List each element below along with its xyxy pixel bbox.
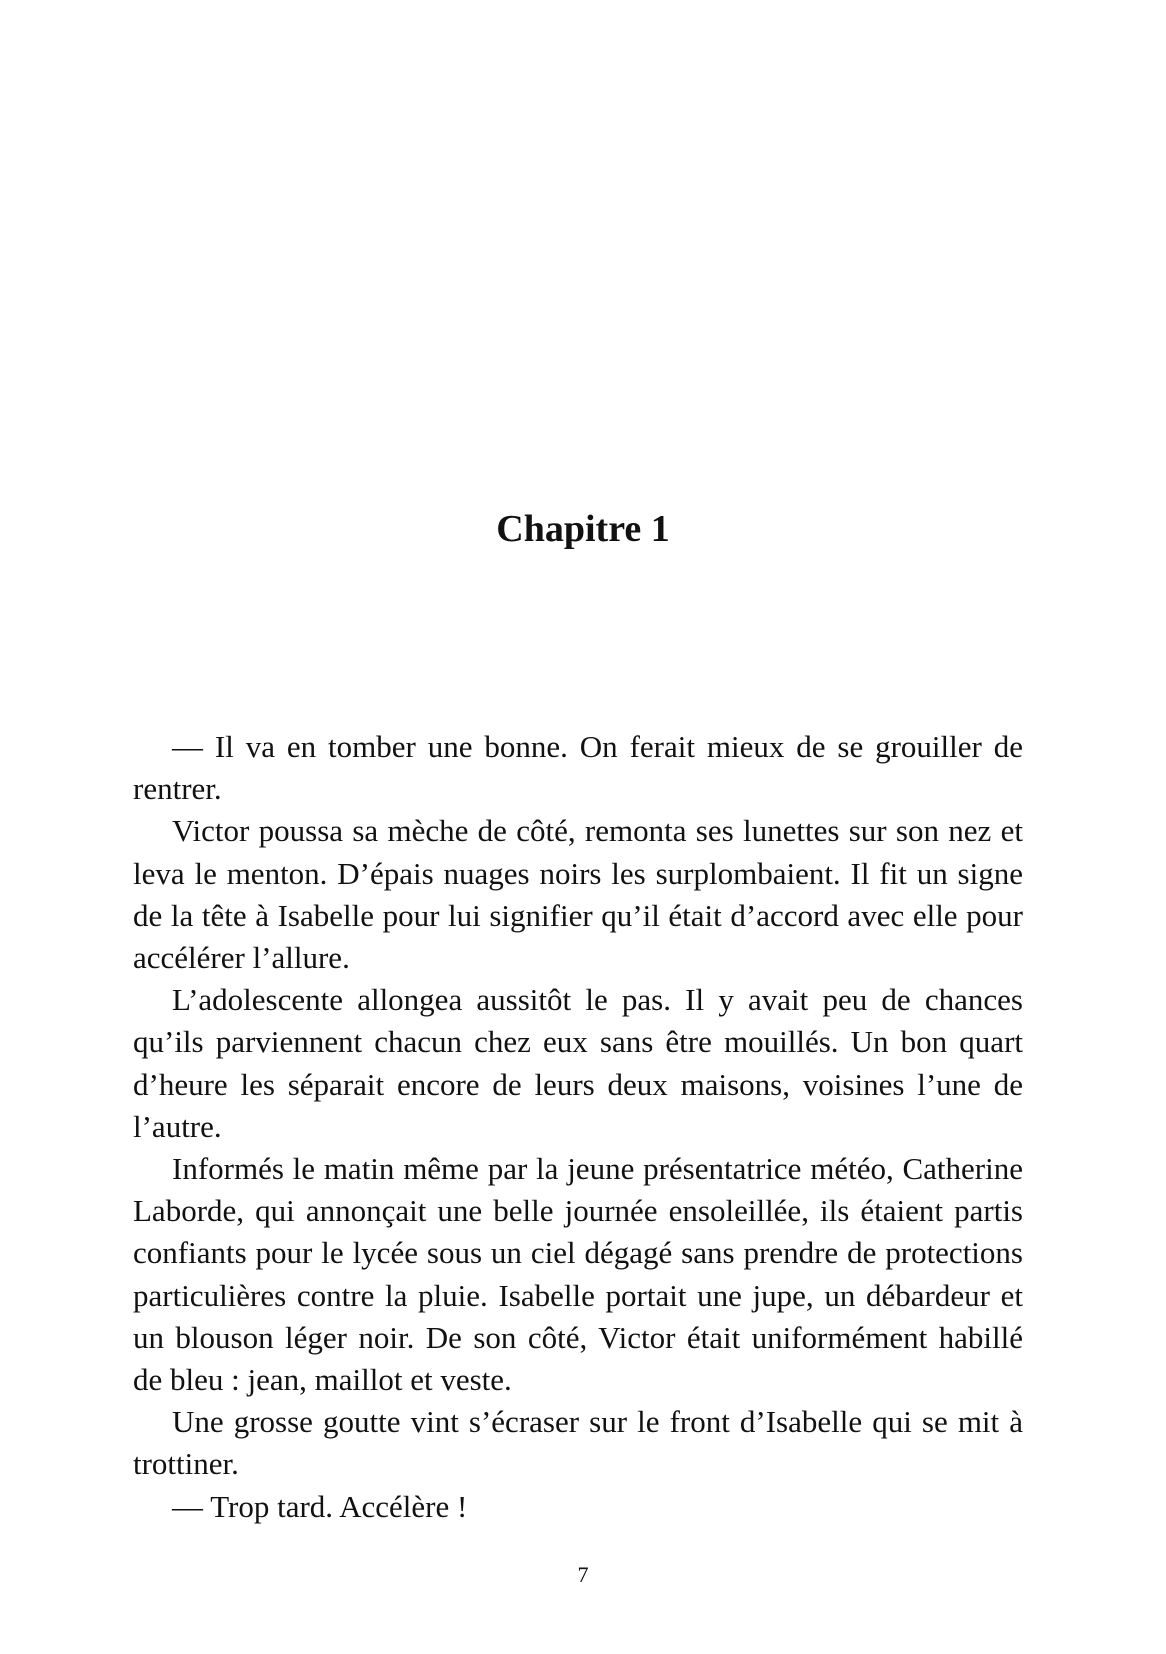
page-number: 7: [577, 1562, 589, 1587]
chapter-body: [133, 726, 1023, 1528]
paragraph: Informés le matin même par la jeune présentatrice météo, Catherine Laborde, qui annonçait une belle journée ensoleillée, ils étaient partis confiants pour le lycée sous un ciel dégagé sans prendre de protections particulières contre la pluie. Isabelle portait une jupe, un débardeur et un blouson léger noir. De son côté, Victor était uniformément habillé de bleu : jean, maillot et veste.: [133, 1151, 1023, 1398]
chapter-title: Chapitre 1: [496, 508, 670, 550]
paragraph: — Il va en tomber une bonne. On ferait mieux de se grouiller de rentrer.: [133, 729, 1023, 807]
paragraph: L’adolescente allongea aussitôt le pas. Il y avait peu de chances qu’ils parviennent chacun chez eux sans être mouillés. Un bon quart d’heure les séparait encore de leurs deux maisons, voisines l’une de l’autre.: [133, 982, 1023, 1144]
paragraph: Victor poussa sa mèche de côté, remonta ses lunettes sur son nez et leva le menton. D’épais nuages noirs les surplombaient. Il fit un signe de la tête à Isabelle pour lui signifier qu’il était d’accord avec elle pour accélérer l’allure.: [133, 813, 1023, 976]
paragraph: — Trop tard. Accélère !: [172, 1488, 468, 1524]
paragraph: Une grosse goutte vint s’écraser sur le front d’Isabelle qui se mit à trottiner.: [133, 1404, 1023, 1482]
